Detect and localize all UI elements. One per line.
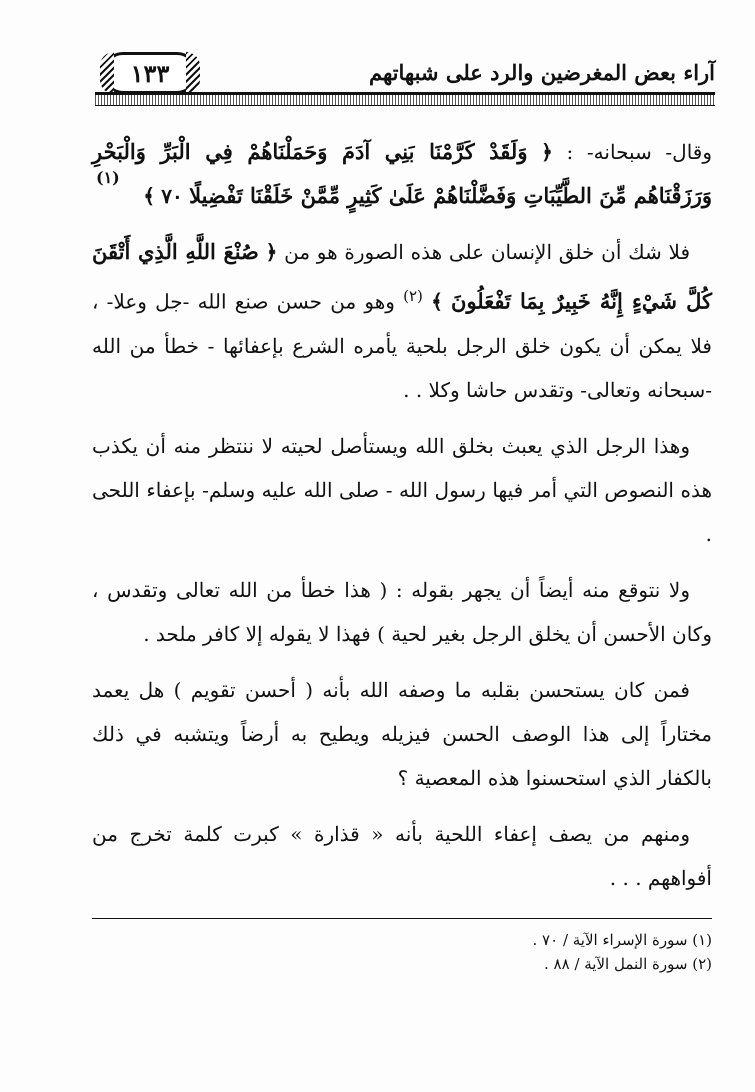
paragraph-6: ومنهم من يصف إعفاء اللحية بأنه « قذارة » كبرت كلمة تخرج من أفواههم . . . bbox=[92, 821, 712, 890]
footnote-2: (٢) سورة النمل الآية / ٨٨ . bbox=[544, 955, 712, 973]
footnote-1: (١) سورة الإسراء الآية / ٧٠ . bbox=[532, 931, 712, 949]
ornate-bracket-close: ﴾ bbox=[143, 184, 155, 208]
ornate-bracket-open: ﴿ bbox=[541, 140, 553, 164]
footnote-divider bbox=[92, 918, 712, 919]
footnote-marker-1: (١) bbox=[96, 168, 120, 187]
footnote-marker-2: (٢) bbox=[403, 287, 423, 305]
page-number bbox=[103, 52, 197, 94]
paragraph-3: وهذا الرجل الذي يعبث بخلق الله ويستأصل لحيته لا ننتظر منه أن يكذب هذه النصوص التي أمر فيها رسول الله - صلى الله عليه وسلم- بإعفاء اللحى . bbox=[92, 433, 712, 546]
verse-number-marker: ٧٠ bbox=[161, 184, 183, 208]
main-text bbox=[92, 130, 712, 912]
ornate-bracket-close: ﴾ bbox=[431, 289, 443, 314]
paragraph-5: فمن كان يستحسن بقلبه ما وصفه الله بأنه ( أحسن تقويم ) هل يعمد مختاراً إلى هذا الوصف الحسن فيزيله ويطيح به أرضاً ويتشبه في ذلك بالكفار الذي استحسنوا هذه المعصية ؟ bbox=[92, 677, 712, 790]
paragraph-1-lead: وقال- سبحانه- : bbox=[566, 140, 713, 164]
paragraph-2 bbox=[92, 230, 712, 412]
paragraph-1 bbox=[92, 130, 712, 218]
paragraph-4: ولا نتوقع منه أيضاً أن يجهر بقوله : ( هذا خطأ من الله تعالى وتقدس ، وكان الأحسن أن يخلق الرجل بغير لحية ) فهذا لا يقوله إلا كافر ملحد . bbox=[92, 577, 712, 646]
page-header bbox=[95, 48, 715, 106]
footnotes bbox=[92, 928, 712, 976]
paragraph-2-lead: فلا شك أن خلق الإنسان على هذه الصورة هو من bbox=[284, 240, 691, 264]
quran-verse-1: وَلَقَدْ كَرَّمْنَا بَنِي آدَمَ وَحَمَلْنَاهُمْ فِي الْبَرِّ وَالْبَحْرِ وَرَزَقْنَاهُم مِّنَ الطَّيِّبَاتِ وَفَضَّلْنَاهُمْ عَلَىٰ كَثِيرٍ مِّمَّنْ خَلَقْنَا تَفْضِيلًا bbox=[92, 139, 712, 208]
quran-verse-2: صُنْعَ اللَّهِ الَّذِي أَتْقَنَ كُلَّ شَيْءٍ إِنَّهُ خَبِيرٌ بِمَا تَفْعَلُونَ bbox=[92, 239, 713, 314]
header-divider bbox=[95, 92, 715, 106]
paragraph-2-rest: وهو من حسن صنع الله -جل وعلا- ، فلا يمكن أن يكون خلق الرجل بلحية يأمره الشرع بإعفائها - خطأ من الله -سبحانه وتعالى- وتقدس حاشا وكلا . . bbox=[92, 289, 712, 402]
ornate-bracket-open: ﴿ bbox=[265, 240, 278, 264]
page-number-text: ١٣٣ bbox=[130, 58, 170, 88]
running-title: آراء بعض المغرضين والرد على شبهاتهم bbox=[369, 60, 715, 85]
